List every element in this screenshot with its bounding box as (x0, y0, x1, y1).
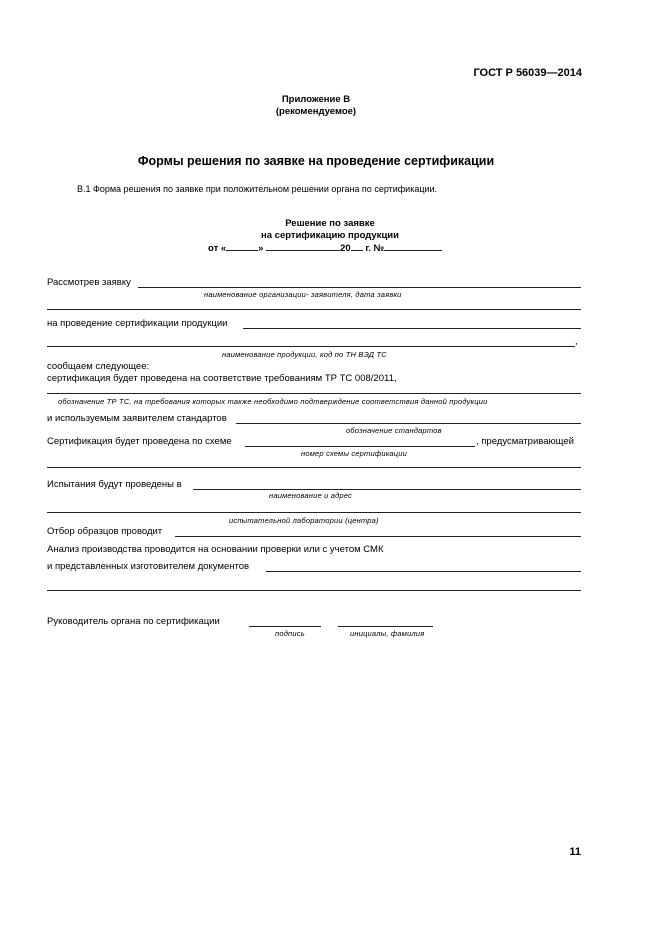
docs-label: и представленных изготовителем документов (47, 561, 250, 572)
scheme-caption: номер схемы сертификации (301, 449, 408, 458)
standards-label: и используемым заявителем стандартов (47, 413, 227, 424)
sampling-label: Отбор образцов проводит (47, 526, 163, 537)
signature-caption: подпись (275, 629, 305, 638)
decision-subtitle: на сертификацию продукции (261, 230, 399, 241)
day-blank (226, 241, 258, 251)
standard-header: ГОСТ Р 56039—2014 (473, 67, 582, 79)
scheme-line (245, 446, 475, 447)
reviewed-caption: наименование организации- заявителя, дата заявки (204, 290, 402, 299)
sampling-line (175, 536, 581, 537)
compliance-text: сертификация будет проведена на соответствие требованиям ТР ТС 008/2011, (47, 373, 397, 384)
tests-line (193, 489, 581, 490)
lab-line (47, 512, 581, 513)
appendix-status: (рекомендуемое) (275, 106, 357, 117)
date-from-text: от « (208, 243, 227, 254)
scheme-suffix: , предусматривающей (476, 436, 574, 447)
page-number: 11 (569, 846, 581, 858)
standards-line (236, 423, 581, 424)
tests-caption: наименование и адрес (269, 491, 353, 500)
certification-line (243, 328, 581, 329)
certification-label: на проведение сертификации продукции (47, 318, 228, 329)
tr-caption: обозначение ТР ТС, на требования которых также необходимо подтверждение соответствия данной продукции (58, 397, 488, 406)
reviewed-label: Рассмотрев заявку (47, 277, 131, 288)
decision-title: Решение по заявке (285, 218, 375, 229)
decision-date-line (208, 241, 442, 254)
scheme-line-2 (47, 467, 581, 468)
name-caption: инициалы, фамилия (350, 629, 425, 638)
docs-line-2 (47, 590, 581, 591)
date-close-text: » (258, 243, 264, 254)
signature-line (249, 626, 321, 627)
product-line (47, 346, 575, 347)
name-line (338, 626, 433, 627)
appendix-title: Приложение В (281, 94, 351, 105)
number-label: г. № (365, 243, 385, 254)
month-blank (266, 241, 340, 251)
docs-line (266, 571, 581, 572)
head-label: Руководитель органа по сертификации (47, 616, 220, 627)
product-comma: , (575, 336, 578, 347)
year-prefix-text: 20 (340, 243, 351, 254)
number-blank (384, 241, 442, 251)
product-caption: наименование продукции, код по ТН ВЭД ТС (222, 350, 387, 359)
scheme-label: Сертификация будет проведена по схеме (47, 436, 232, 447)
tests-label: Испытания будут проведены в (47, 479, 182, 490)
intro-paragraph: В.1 Форма решения по заявке при положительном решении органа по сертификации. (77, 184, 438, 194)
section-title: Формы решения по заявке на проведение сертификации (137, 154, 495, 168)
reviewed-line (138, 287, 581, 288)
lab-caption: испытательной лаборатории (центра) (229, 516, 379, 525)
year-blank (351, 241, 363, 251)
analysis-text: Анализ производства проводится на основании проверки или с учетом СМК (47, 544, 384, 555)
inform-text: сообщаем следующее: (47, 361, 150, 372)
standards-caption: обозначение стандартов (346, 426, 442, 435)
tr-line (47, 393, 581, 394)
reviewed-line-2 (47, 309, 581, 310)
